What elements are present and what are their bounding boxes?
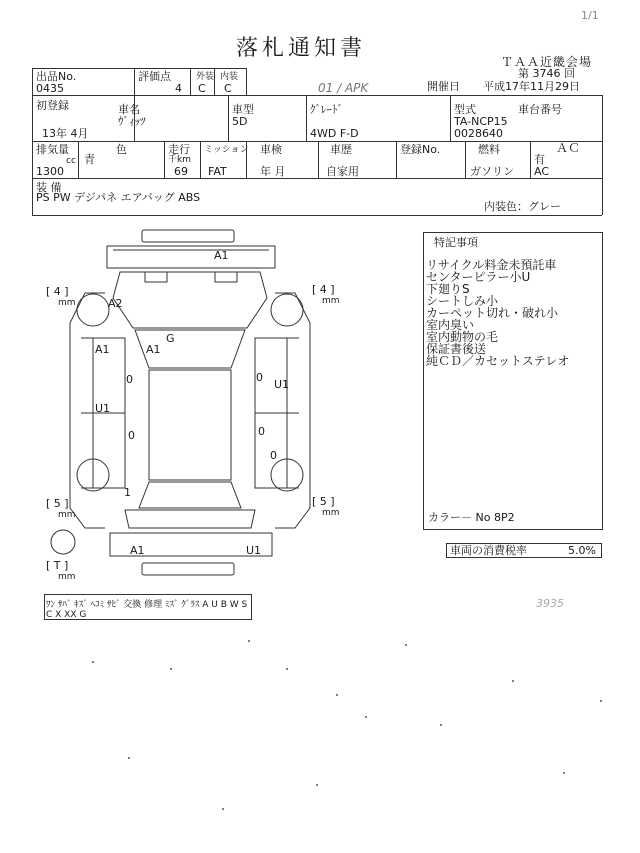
lot-number-label: 出品No. [36, 70, 77, 83]
speckle [222, 808, 224, 810]
table-line [530, 141, 531, 178]
special-note-line: リサイクル料金未預託車 [426, 258, 557, 272]
speckle [440, 724, 442, 726]
damage-mark-left-lower: U1 [95, 402, 111, 415]
session-number: 第 3746 回 [518, 67, 575, 80]
tire-front-left: [ 4 ] [46, 285, 69, 298]
tire-rear-right: [ 5 ] [312, 495, 335, 508]
pencil-number: 3935 [536, 597, 564, 610]
score-value: 4 [175, 82, 182, 95]
speckle [170, 668, 172, 670]
table-line [190, 68, 191, 95]
body-type-value: 5D [232, 115, 248, 128]
tire-spare-value: T [53, 559, 61, 572]
tire-spare: [ T ] [46, 559, 69, 572]
table-line [32, 141, 602, 142]
special-note-line: 室内臭い [426, 318, 475, 332]
damage-mark-rear-bumper-right: U1 [246, 544, 262, 557]
tire-front-right-unit: mm [322, 296, 340, 306]
special-notes-title: 特記事項 [434, 236, 478, 249]
special-note-line: 下廻りS [426, 282, 470, 296]
table-line [200, 141, 201, 178]
mileage-unit: 千km [168, 155, 191, 165]
damage-mark-right-lower-b: 0 [270, 449, 277, 462]
fuel-label: 燃料 [478, 143, 500, 156]
model-code-label: 型式 [454, 103, 476, 116]
ac-type: AC [534, 165, 550, 178]
first-registration-label: 初登録 [36, 99, 69, 112]
table-line [465, 141, 466, 178]
legend-codes: ﾜﾝ ｻﾊﾞ ｷｽﾞ ﾍｺﾐ ｻﾋﾞ 交換 修理 ﾐｽﾞ ｸﾞﾗｽ A U B W S C X XX G [46, 600, 248, 620]
table-line [318, 141, 319, 178]
table-line [396, 141, 397, 178]
special-note-line: 室内動物の毛 [426, 330, 499, 344]
speckle [248, 640, 250, 642]
mileage-value: 69 [174, 165, 188, 178]
equipment-value: PS PW デジパネ エアバッグ ABS [36, 191, 201, 204]
damage-mark-pillar: A1 [146, 343, 161, 356]
handwritten-mark: 01 / APK [318, 81, 369, 95]
tire-spare-unit: mm [58, 572, 76, 582]
inspection-value: 年 月 [260, 165, 286, 178]
car-name-label: 車名 [118, 103, 140, 116]
special-note-line: 保証書後送 [426, 342, 487, 356]
inspection-label: 車検 [260, 143, 282, 156]
special-note-line: カーペット切れ・破れ小 [426, 306, 559, 320]
exterior-label: 外装 [196, 72, 215, 82]
chassis-number-value: 0028640 [454, 127, 503, 140]
damage-mark-right-lower-a: 0 [258, 425, 265, 438]
table-line [32, 215, 602, 216]
damage-mark-rear-left: 1 [124, 486, 131, 499]
fuel-value: ガソリン [470, 165, 514, 178]
auction-date: 平成17年11月29日 [483, 80, 580, 93]
damage-mark-left-rear-door: 0 [128, 429, 135, 442]
table-line [306, 95, 307, 141]
table-right-border [602, 95, 603, 215]
registration-no-label: 登録No. [400, 143, 441, 156]
speckle [512, 680, 514, 682]
transmission-value: FAT [208, 165, 227, 178]
document-title: 落札通知書 [236, 36, 367, 61]
speckle [563, 772, 565, 774]
damage-mark-rear-bumper-left: A1 [130, 544, 145, 557]
speckle [600, 700, 602, 702]
special-note-line: センターピラー小U [426, 270, 531, 284]
table-line [450, 95, 451, 141]
tax-label: 車両の消費税率 [450, 544, 527, 557]
tire-rear-right-value: 5 [319, 495, 327, 508]
tire-rear-left: [ 5 ] [46, 497, 69, 510]
model-code-value: TA-NCP15 [454, 115, 508, 128]
color-number: カラー－ No 8P2 [428, 511, 515, 524]
displacement-label: 排気量 [36, 143, 69, 156]
color-value: 青 [84, 153, 95, 166]
damage-mark-front-door-left: A1 [95, 343, 110, 356]
interior-color: 内装色：グレー [484, 200, 561, 213]
grade-value: 4WD F-D [310, 127, 359, 140]
tire-rear-right-unit: mm [322, 508, 340, 518]
speckle [286, 668, 288, 670]
table-line [214, 68, 215, 95]
exterior-grade: C [198, 82, 206, 95]
interior-label: 内装 [220, 72, 239, 82]
mileage-label: 走行 [168, 143, 190, 156]
lot-number-value: 0435 [36, 82, 64, 95]
body-type-label: 車型 [232, 103, 254, 116]
interior-grade: C [224, 82, 232, 95]
tire-front-left-unit: mm [58, 298, 76, 308]
venue-name: ＴＡＡ近畿会場 [501, 55, 593, 69]
speckle [336, 694, 338, 696]
speckle [92, 661, 94, 663]
damage-mark-left-front-door: 0 [126, 373, 133, 386]
tax-value: 5.0% [568, 544, 596, 557]
table-line [32, 95, 602, 96]
vehicle-history-label: 車歴 [330, 143, 352, 156]
tire-front-right-value: 4 [319, 283, 327, 296]
first-registration-value: 13年 4月 [42, 127, 89, 140]
ac-label: ＡＣ [556, 141, 581, 155]
table-left-border [32, 68, 33, 215]
damage-mark-hood: A1 [214, 249, 229, 262]
speckle [405, 644, 407, 646]
equipment-label: 装 備 [36, 181, 62, 194]
tire-front-left-value: 4 [53, 285, 61, 298]
speckle [365, 716, 367, 718]
table-line [228, 95, 229, 141]
date-label: 開催日 [427, 80, 460, 93]
displacement-value: 1300 [36, 165, 64, 178]
special-note-line: 純ＣＤ／カセットステレオ [426, 354, 570, 368]
damage-mark-right-front-door: 0 [256, 371, 263, 384]
page-number: 1/1 [581, 9, 599, 22]
grade-label: ｸﾞﾚｰﾄﾞ [310, 103, 343, 116]
tire-rear-left-value: 5 [53, 497, 61, 510]
tire-rear-left-unit: mm [58, 510, 76, 520]
ac-value: 有 [534, 153, 545, 166]
displacement-unit: cc [66, 156, 76, 166]
damage-mark-front-fender-left: A2 [108, 297, 123, 310]
table-line [164, 141, 165, 178]
special-note-line: シートしみ小 [426, 294, 499, 308]
chassis-number-label: 車台番号 [518, 103, 562, 116]
table-line [78, 141, 79, 178]
car-name-value: ｳﾞｨｯﾂ [118, 115, 146, 128]
speckle [316, 784, 318, 786]
damage-mark-right-door: U1 [274, 378, 290, 391]
vehicle-history-value: 自家用 [326, 165, 359, 178]
color-label: 色 [116, 143, 127, 156]
table-line [246, 68, 247, 95]
speckle [128, 757, 130, 759]
score-label: 評価点 [138, 70, 171, 83]
table-line [32, 178, 602, 179]
damage-mark-roof: G [166, 332, 175, 345]
transmission-label: ミッション [204, 145, 249, 155]
tire-front-right: [ 4 ] [312, 283, 335, 296]
